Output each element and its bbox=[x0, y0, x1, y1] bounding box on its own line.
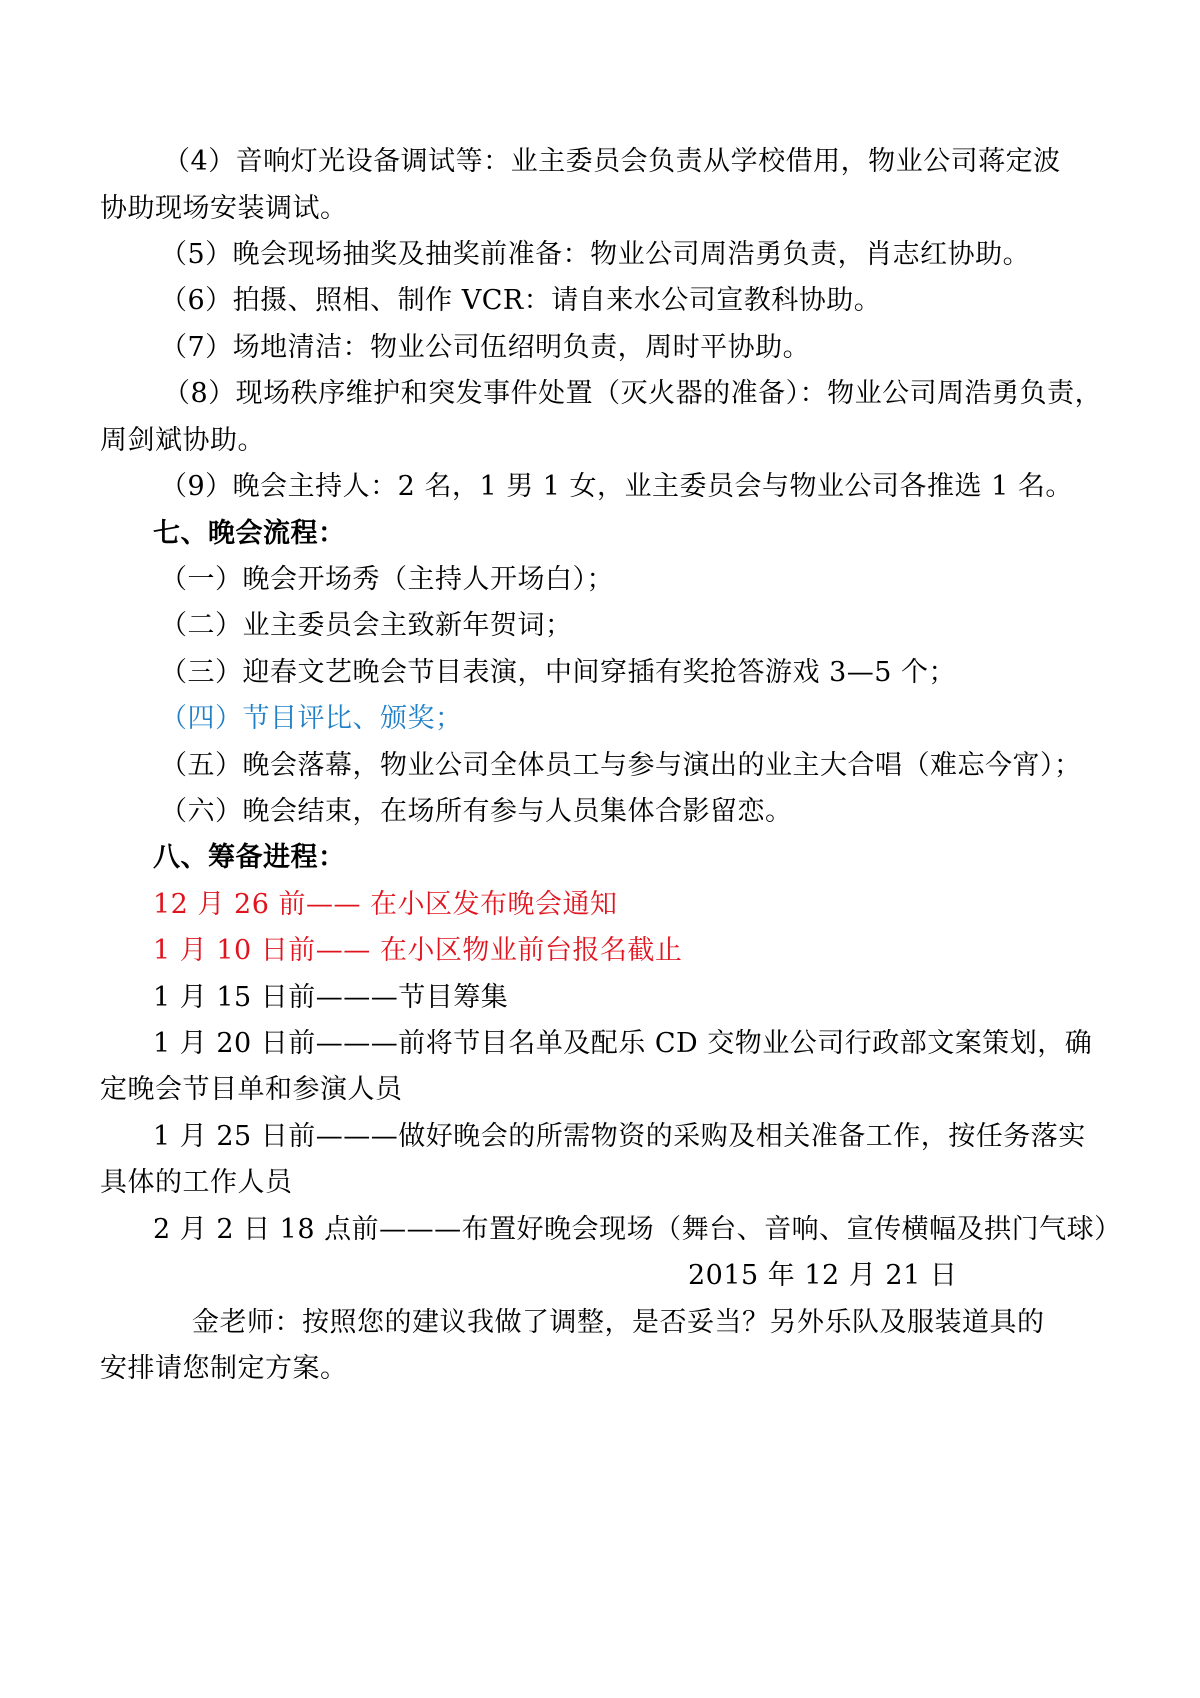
text-line-5-lottery: （5）晚会现场抽奖及抽奖前准备：物业公司周浩勇负责，肖志红协助。 bbox=[160, 239, 1031, 270]
text-line-4-cont: 协助现场安装调试。 bbox=[100, 193, 348, 224]
note-to-teacher: 金老师：按照您的建议我做了调整，是否妥当？另外乐队及服装道具的 bbox=[192, 1307, 1045, 1338]
document-date: 2015 年 12 月 21 日 bbox=[688, 1260, 958, 1291]
schedule-item-jan20-cont: 定晚会节目单和参演人员 bbox=[100, 1074, 403, 1105]
schedule-item-jan25: 1 月 25 日前———做好晚会的所需物资的采购及相关准备工作，按任务落实 bbox=[153, 1121, 1086, 1152]
text-line-4-equipment: （4）音响灯光设备调试等：业主委员会负责从学校借用，物业公司蒋定波 bbox=[163, 146, 1061, 177]
section-heading-schedule: 八、筹备进程： bbox=[153, 842, 346, 873]
schedule-item-jan15: 1 月 15 日前———节目筹集 bbox=[153, 982, 509, 1013]
process-item-5: （五）晚会落幕，物业公司全体员工与参与演出的业主大合唱（难忘今宵）； bbox=[160, 750, 1082, 781]
process-item-2: （二）业主委员会主致新年贺词； bbox=[160, 610, 573, 641]
text-line-6-photo: （6）拍摄、照相、制作 VCR：请自来水公司宣教科协助。 bbox=[160, 285, 882, 316]
text-line-8-cont: 周剑斌协助。 bbox=[100, 425, 265, 456]
process-item-6: （六）晚会结束，在场所有参与人员集体合影留恋。 bbox=[160, 796, 793, 827]
schedule-item-dec26: 12 月 26 前—— 在小区发布晚会通知 bbox=[153, 889, 618, 920]
note-to-teacher-cont: 安排请您制定方案。 bbox=[100, 1353, 348, 1384]
process-item-1: （一）晚会开场秀（主持人开场白）； bbox=[160, 564, 614, 595]
schedule-item-feb2: 2 月 2 日 18 点前———布置好晚会现场（舞台、音响、宣传横幅及拱门气球） bbox=[153, 1214, 1122, 1245]
process-item-3: （三）迎春文艺晚会节目表演，中间穿插有奖抢答游戏 3—5 个； bbox=[160, 657, 957, 688]
section-heading-process: 七、晚会流程： bbox=[153, 518, 346, 549]
schedule-item-jan20: 1 月 20 日前———前将节目名单及配乐 CD 交物业公司行政部文案策划，确 bbox=[153, 1028, 1093, 1059]
text-line-8-security: （8）现场秩序维护和突发事件处置（灭火器的准备）：物业公司周浩勇负责， bbox=[163, 378, 1103, 409]
process-item-4: （四）节目评比、颁奖； bbox=[160, 703, 463, 734]
schedule-item-jan25-cont: 具体的工作人员 bbox=[100, 1167, 293, 1198]
text-line-7-cleaning: （7）场地清洁：物业公司伍绍明负责，周时平协助。 bbox=[160, 332, 811, 363]
text-line-9-hosts: （9）晚会主持人：2 名，1 男 1 女，业主委员会与物业公司各推选 1 名。 bbox=[160, 471, 1073, 502]
schedule-item-jan10: 1 月 10 日前—— 在小区物业前台报名截止 bbox=[153, 935, 683, 966]
